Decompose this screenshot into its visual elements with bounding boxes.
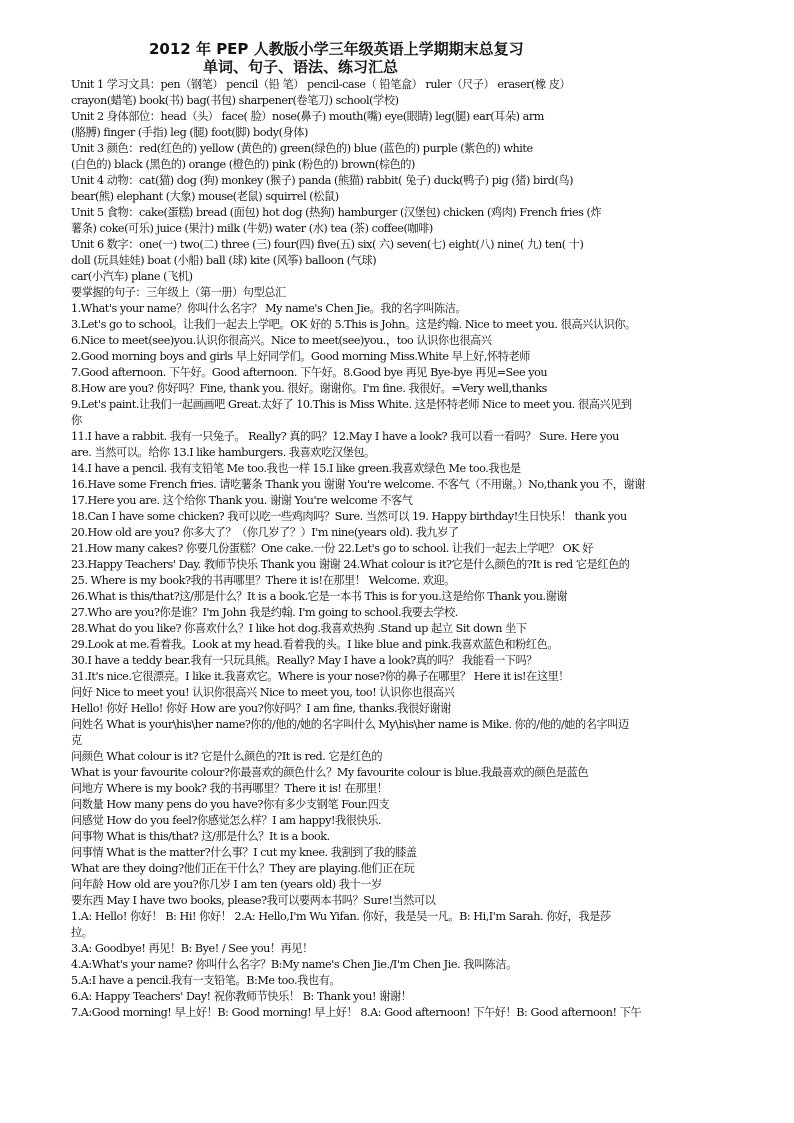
- text-line: What are they doing?他们正在干什么？They are playing.他们正在玩: [71, 862, 415, 875]
- text-line: 你: [71, 414, 82, 427]
- text-line: 拉。: [71, 926, 93, 939]
- text-line: 14.I have a pencil. 我有支铅笔 Me too.我也一样 15.I like green.我喜欢绿色 Me too.我也是: [71, 462, 521, 475]
- text-line: 问地方 Where is my book? 我的书再哪里？There it is! 在那里！: [71, 782, 388, 795]
- text-line: crayon(蜡笔) book(书) bag(书包) sharpener(卷笔刀) school(学校): [71, 94, 399, 107]
- text-line: Unit 2 身体部位：head（头） face( 脸）nose(鼻子) mouth(嘴) eye(眼睛) leg(腿) ear(耳朵) arm: [71, 110, 544, 123]
- document-page: [71, 40, 794, 1021]
- text-line: 30.I have a teddy bear.我有一只玩具熊。Really? May I have a look?真的吗？ 我能看一下吗？: [71, 654, 538, 667]
- text-line: 问年龄 How old are you?你几岁 I am ten (years old) 我十一岁: [71, 878, 382, 891]
- text-line: 薯条) coke(可乐) juice (果汁) milk (牛奶) water (水) tea (茶) coffee(咖啡): [71, 222, 433, 235]
- text-line: 11.I have a rabbit. 我有一只兔子。 Really? 真的吗？12.May I have a look? 我可以看一看吗？ Sure. Here you: [71, 430, 619, 443]
- text-line: Unit 6 数字：one(一) two(二) three (三) four(四) five(五) six( 六) seven(七) eight(八) nine( 九) ten( 十): [71, 238, 584, 251]
- text-line: 6.Nice to meet(see)you.认识你很高兴。Nice to meet(see)you.，too 认识你也很高兴: [71, 334, 492, 347]
- text-line: Unit 3 颜色：red(红色的) yellow (黄色的) green(绿色的) blue (蓝色的) purple (紫色的) white: [71, 142, 533, 155]
- text-line: 3.Let's go to school。让我们一起去上学吧。OK 好的 5.This is John。这是约翰. Nice to meet you. 很高兴认识你。: [71, 318, 636, 331]
- text-line: bear(熊) elephant (大象) mouse(老鼠) squirrel (松鼠): [71, 190, 339, 203]
- text-line: 16.Have some French fries. 请吃薯条 Thank you 谢谢 You're welcome. 不客气（不用谢。）No,thank you 不，谢谢: [71, 478, 645, 491]
- text-line: 7.A:Good morning! 早上好！B: Good morning! 早上好！ 8.A: Good afternoon! 下午好！B: Good afternoon! 下午: [71, 1006, 642, 1019]
- text-line: car(小汽车) plane (飞机): [71, 270, 193, 283]
- text-line: 8.How are you? 你好吗？Fine, thank you. 很好。谢谢你。I'm fine. 我很好。=Very well,thanks: [71, 382, 547, 395]
- text-line: 问事物 What is this/that? 这/那是什么？It is a book.: [71, 830, 330, 843]
- text-line: 问颜色 What colour is it? 它是什么颜色的?It is red. 它是红色的: [71, 750, 383, 763]
- text-line: 克: [71, 734, 82, 747]
- document-title: 2012 年 PEP 人教版小学三年级英语上学期期末总复习: [149, 40, 524, 58]
- text-line: 28.What do you like? 你喜欢什么？I like hot dog.我喜欢热狗 .Stand up 起立 Sit down 坐下: [71, 622, 527, 635]
- text-line: 7.Good afternoon. 下午好。Good afternoon. 下午好。8.Good bye 再见 Bye-bye 再见=See you: [71, 366, 548, 379]
- text-line: 问好 Nice to meet you! 认识你很高兴 Nice to meet you, too! 认识你也很高兴: [71, 686, 455, 699]
- text-line: 要东西 May I have two books, please?我可以要两本书吗？Sure!当然可以: [71, 894, 436, 907]
- text-line: 6.A: Happy Teachers' Day! 祝你教师节快乐！ B: Thank you! 谢谢！: [71, 990, 412, 1003]
- text-line: are. 当然可以。给你 13.I like hamburgers. 我喜欢吃汉堡包。: [71, 446, 375, 459]
- text-line: 23.Happy Teachers' Day. 教师节快乐 Thank you 谢谢 24.What colour is it?它是什么颜色的?It is red 它是红色的: [71, 558, 630, 571]
- text-line: 17.Here you are. 这个给你 Thank you. 谢谢 You're welcome 不客气: [71, 494, 413, 507]
- text-line: 26.What is this/that?这/那是什么？It is a book.它是一本书 This is for you.这是给你 Thank you.谢谢: [71, 590, 568, 603]
- text-line: 5.A:I have a pencil.我有一支铅笔。B:Me too.我也有。: [71, 974, 341, 987]
- text-line: 问数量 How many pens do you have?你有多少支钢笔 Four.四支: [71, 798, 390, 811]
- text-line: 31.It's nice.它很漂亮。I like it.我喜欢它。Where is your nose?你的鼻子在哪里？ Here it is!在这里！: [71, 670, 570, 683]
- text-line: 29.Look at me.看着我。Look at my head.看着我的头。I like blue and pink.我喜欢蓝色和粉红色。: [71, 638, 559, 651]
- document-body: [71, 77, 794, 1021]
- text-line: 问事情 What is the matter?什么事？I cut my knee. 我割到了我的膝盖: [71, 846, 417, 859]
- text-line: Unit 5 食物：cake(蛋糕) bread (面包) hot dog (热狗) hamburger (汉堡包) chicken (鸡肉) French fries (炸: [71, 206, 602, 219]
- text-line: 18.Can I have some chicken? 我可以吃一些鸡肉吗？Sure. 当然可以 19. Happy birthday!生日快乐！ thank you: [71, 510, 627, 523]
- text-line: 9.Let's paint.让我们一起画画吧 Great.太好了 10.This is Miss White. 这是怀特老师 Nice to meet you. 很高兴见到: [71, 398, 632, 411]
- text-line: doll (玩具娃娃) boat (小船) ball (球) kite (风筝) balloon (气球): [71, 254, 377, 267]
- text-line: 20.How old are you? 你多大了？（你几岁了？）I'm nine(years old). 我九岁了: [71, 526, 459, 539]
- text-line: 21.How many cakes? 你要几份蛋糕？One cake.一份 22.Let's go to school. 让我们一起去上学吧？ OK 好: [71, 542, 593, 555]
- text-line: 要掌握的句子：三年级上（第一册）句型总汇: [71, 286, 286, 299]
- text-line: Unit 4 动物：cat(猫) dog (狗) monkey (猴子) panda (熊猫) rabbit( 兔子) duck(鸭子) pig (猪) bird(鸟): [71, 174, 574, 187]
- text-line: 问姓名 What is your\his\her name?你的/他的/她的名字叫什么 My\his\her name is Mike. 你的/他的/她的名字叫迈: [71, 718, 629, 731]
- text-line: 1.A: Hello! 你好！ B: Hi! 你好！ 2.A: Hello,I'm Wu Yifan. 你好，我是吴一凡。B: Hi,I'm Sarah. 你好，我是莎: [71, 910, 611, 923]
- text-line: (胳膊) finger (手指) leg (腿) foot(脚) body(身体): [71, 126, 308, 139]
- document-subtitle: 单词、句子、语法、练习汇总: [203, 58, 399, 76]
- text-line: What is your favourite colour?你最喜欢的颜色什么？My favourite colour is blue.我最喜欢的颜色是蓝色: [71, 766, 589, 779]
- text-line: 3.A: Goodbye! 再见！B: Bye! / See you！再见！: [71, 942, 313, 955]
- text-line: 4.A:What's your name? 你叫什么名字？B:My name's Chen Jie./I'm Chen Jie. 我叫陈洁。: [71, 958, 517, 971]
- text-line: 27.Who are you?你是谁？I'm John 我是约翰. I'm going to school.我要去学校.: [71, 606, 458, 619]
- text-line: 1.What's your name？你叫什么名字？ My name's Chen Jie。我的名字叫陈洁。: [71, 302, 467, 315]
- text-line: 25. Where is my book?我的书再哪里？There it is!在那里！ Welcome. 欢迎。: [71, 574, 455, 587]
- text-line: Unit 1 学习文具：pen（钢笔） pencil（铅 笔） pencil-case（ 铅笔盒） ruler（尺子） eraser(橡 皮）: [71, 78, 571, 91]
- text-line: 2.Good morning boys and girls 早上好同学们。Good morning Miss.White 早上好,怀特老师: [71, 350, 530, 363]
- text-line: 问感觉 How do you feel?你感觉怎么样？I am happy!我很快乐.: [71, 814, 382, 827]
- text-line: Hello! 你好 Hello! 你好 How are you?你好吗？I am fine, thanks.我很好谢谢: [71, 702, 451, 715]
- text-line: (白色的) black (黑色的) orange (橙色的) pink (粉色的) brown(棕色的): [71, 158, 415, 171]
